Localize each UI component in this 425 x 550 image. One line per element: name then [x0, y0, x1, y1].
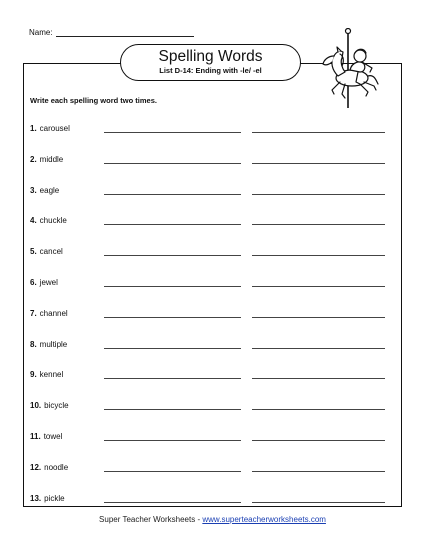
word-row	[0, 212, 425, 226]
instructions: Write each spelling word two times.	[30, 96, 157, 105]
word-text: channel	[39, 308, 68, 318]
word-text: towel	[43, 432, 63, 441]
word-text: chuckle	[39, 216, 67, 226]
answer-line-2[interactable]	[252, 194, 385, 195]
spelling-word	[30, 401, 69, 410]
answer-line-1[interactable]	[104, 194, 241, 195]
word-number: 7.	[30, 308, 37, 318]
word-row	[0, 151, 425, 165]
answer-line-2[interactable]	[252, 286, 385, 287]
word-number: 10.	[30, 401, 42, 411]
answer-line-2[interactable]	[252, 440, 385, 441]
word-number: 3.	[30, 185, 37, 195]
spelling-word	[30, 186, 59, 195]
footer	[0, 515, 425, 524]
answer-line-1[interactable]	[104, 378, 241, 379]
answer-line-2[interactable]	[252, 132, 385, 133]
word-row	[0, 182, 425, 196]
word-row	[0, 336, 425, 350]
answer-line-1[interactable]	[104, 224, 241, 225]
word-row	[0, 397, 425, 411]
word-text: kennel	[39, 370, 64, 380]
word-row	[0, 490, 425, 504]
word-number: 8.	[30, 339, 37, 349]
answer-line-2[interactable]	[252, 224, 385, 225]
word-number: 1.	[30, 124, 37, 133]
word-row	[0, 428, 425, 442]
spelling-word	[30, 155, 63, 164]
spelling-word	[30, 463, 68, 472]
answer-line-1[interactable]	[104, 348, 241, 349]
spelling-word	[30, 247, 63, 256]
name-field-line[interactable]	[56, 27, 194, 37]
spelling-word	[30, 340, 67, 349]
word-number: 12.	[30, 462, 42, 472]
answer-line-2[interactable]	[252, 317, 385, 318]
answer-line-1[interactable]	[104, 255, 241, 256]
spelling-word	[30, 309, 68, 318]
answer-line-2[interactable]	[252, 378, 385, 379]
word-number: 9.	[30, 370, 37, 380]
spelling-word	[30, 494, 65, 503]
spelling-word	[30, 216, 67, 225]
word-text: pickle	[44, 493, 65, 503]
answer-line-2[interactable]	[252, 409, 385, 410]
footer-link[interactable]: www.superteacherworksheets.com	[202, 515, 326, 524]
answer-line-1[interactable]	[104, 409, 241, 410]
word-text: cancel	[39, 247, 63, 257]
word-row	[0, 459, 425, 473]
word-row	[0, 120, 425, 134]
title-box	[120, 44, 301, 81]
word-text: bicycle	[44, 401, 69, 411]
page-subtitle: List D-14: Ending with -le/ -el	[159, 66, 262, 75]
word-number: 4.	[30, 216, 37, 226]
answer-line-1[interactable]	[104, 440, 241, 441]
word-text: noodle	[44, 462, 69, 472]
word-row	[0, 305, 425, 319]
word-text: multiple	[39, 339, 68, 349]
word-text: carousel	[39, 124, 70, 133]
word-number: 13.	[30, 493, 42, 503]
word-number: 2.	[30, 154, 37, 164]
answer-line-2[interactable]	[252, 502, 385, 503]
name-row	[29, 27, 194, 37]
word-row	[0, 274, 425, 288]
word-number: 6.	[30, 278, 37, 287]
word-text: eagle	[39, 185, 60, 195]
answer-line-1[interactable]	[104, 471, 241, 472]
answer-line-2[interactable]	[252, 471, 385, 472]
word-row	[0, 366, 425, 380]
page-title: Spelling Words	[158, 48, 263, 65]
answer-line-2[interactable]	[252, 163, 385, 164]
answer-line-1[interactable]	[104, 502, 241, 503]
spelling-word	[30, 432, 62, 441]
answer-line-1[interactable]	[104, 163, 241, 164]
word-number: 11.	[30, 432, 41, 441]
answer-line-2[interactable]	[252, 255, 385, 256]
spelling-word	[30, 370, 63, 379]
word-row	[0, 243, 425, 257]
answer-line-1[interactable]	[104, 317, 241, 318]
word-text: jewel	[39, 278, 58, 287]
word-text: middle	[39, 154, 64, 164]
word-number: 5.	[30, 247, 37, 257]
name-label: Name:	[29, 28, 53, 37]
footer-text: Super Teacher Worksheets -	[99, 515, 203, 524]
spelling-word	[30, 124, 70, 133]
answer-line-2[interactable]	[252, 348, 385, 349]
spelling-word	[30, 278, 58, 287]
answer-line-1[interactable]	[104, 132, 241, 133]
carousel-horse-icon	[318, 28, 380, 108]
answer-line-1[interactable]	[104, 286, 241, 287]
